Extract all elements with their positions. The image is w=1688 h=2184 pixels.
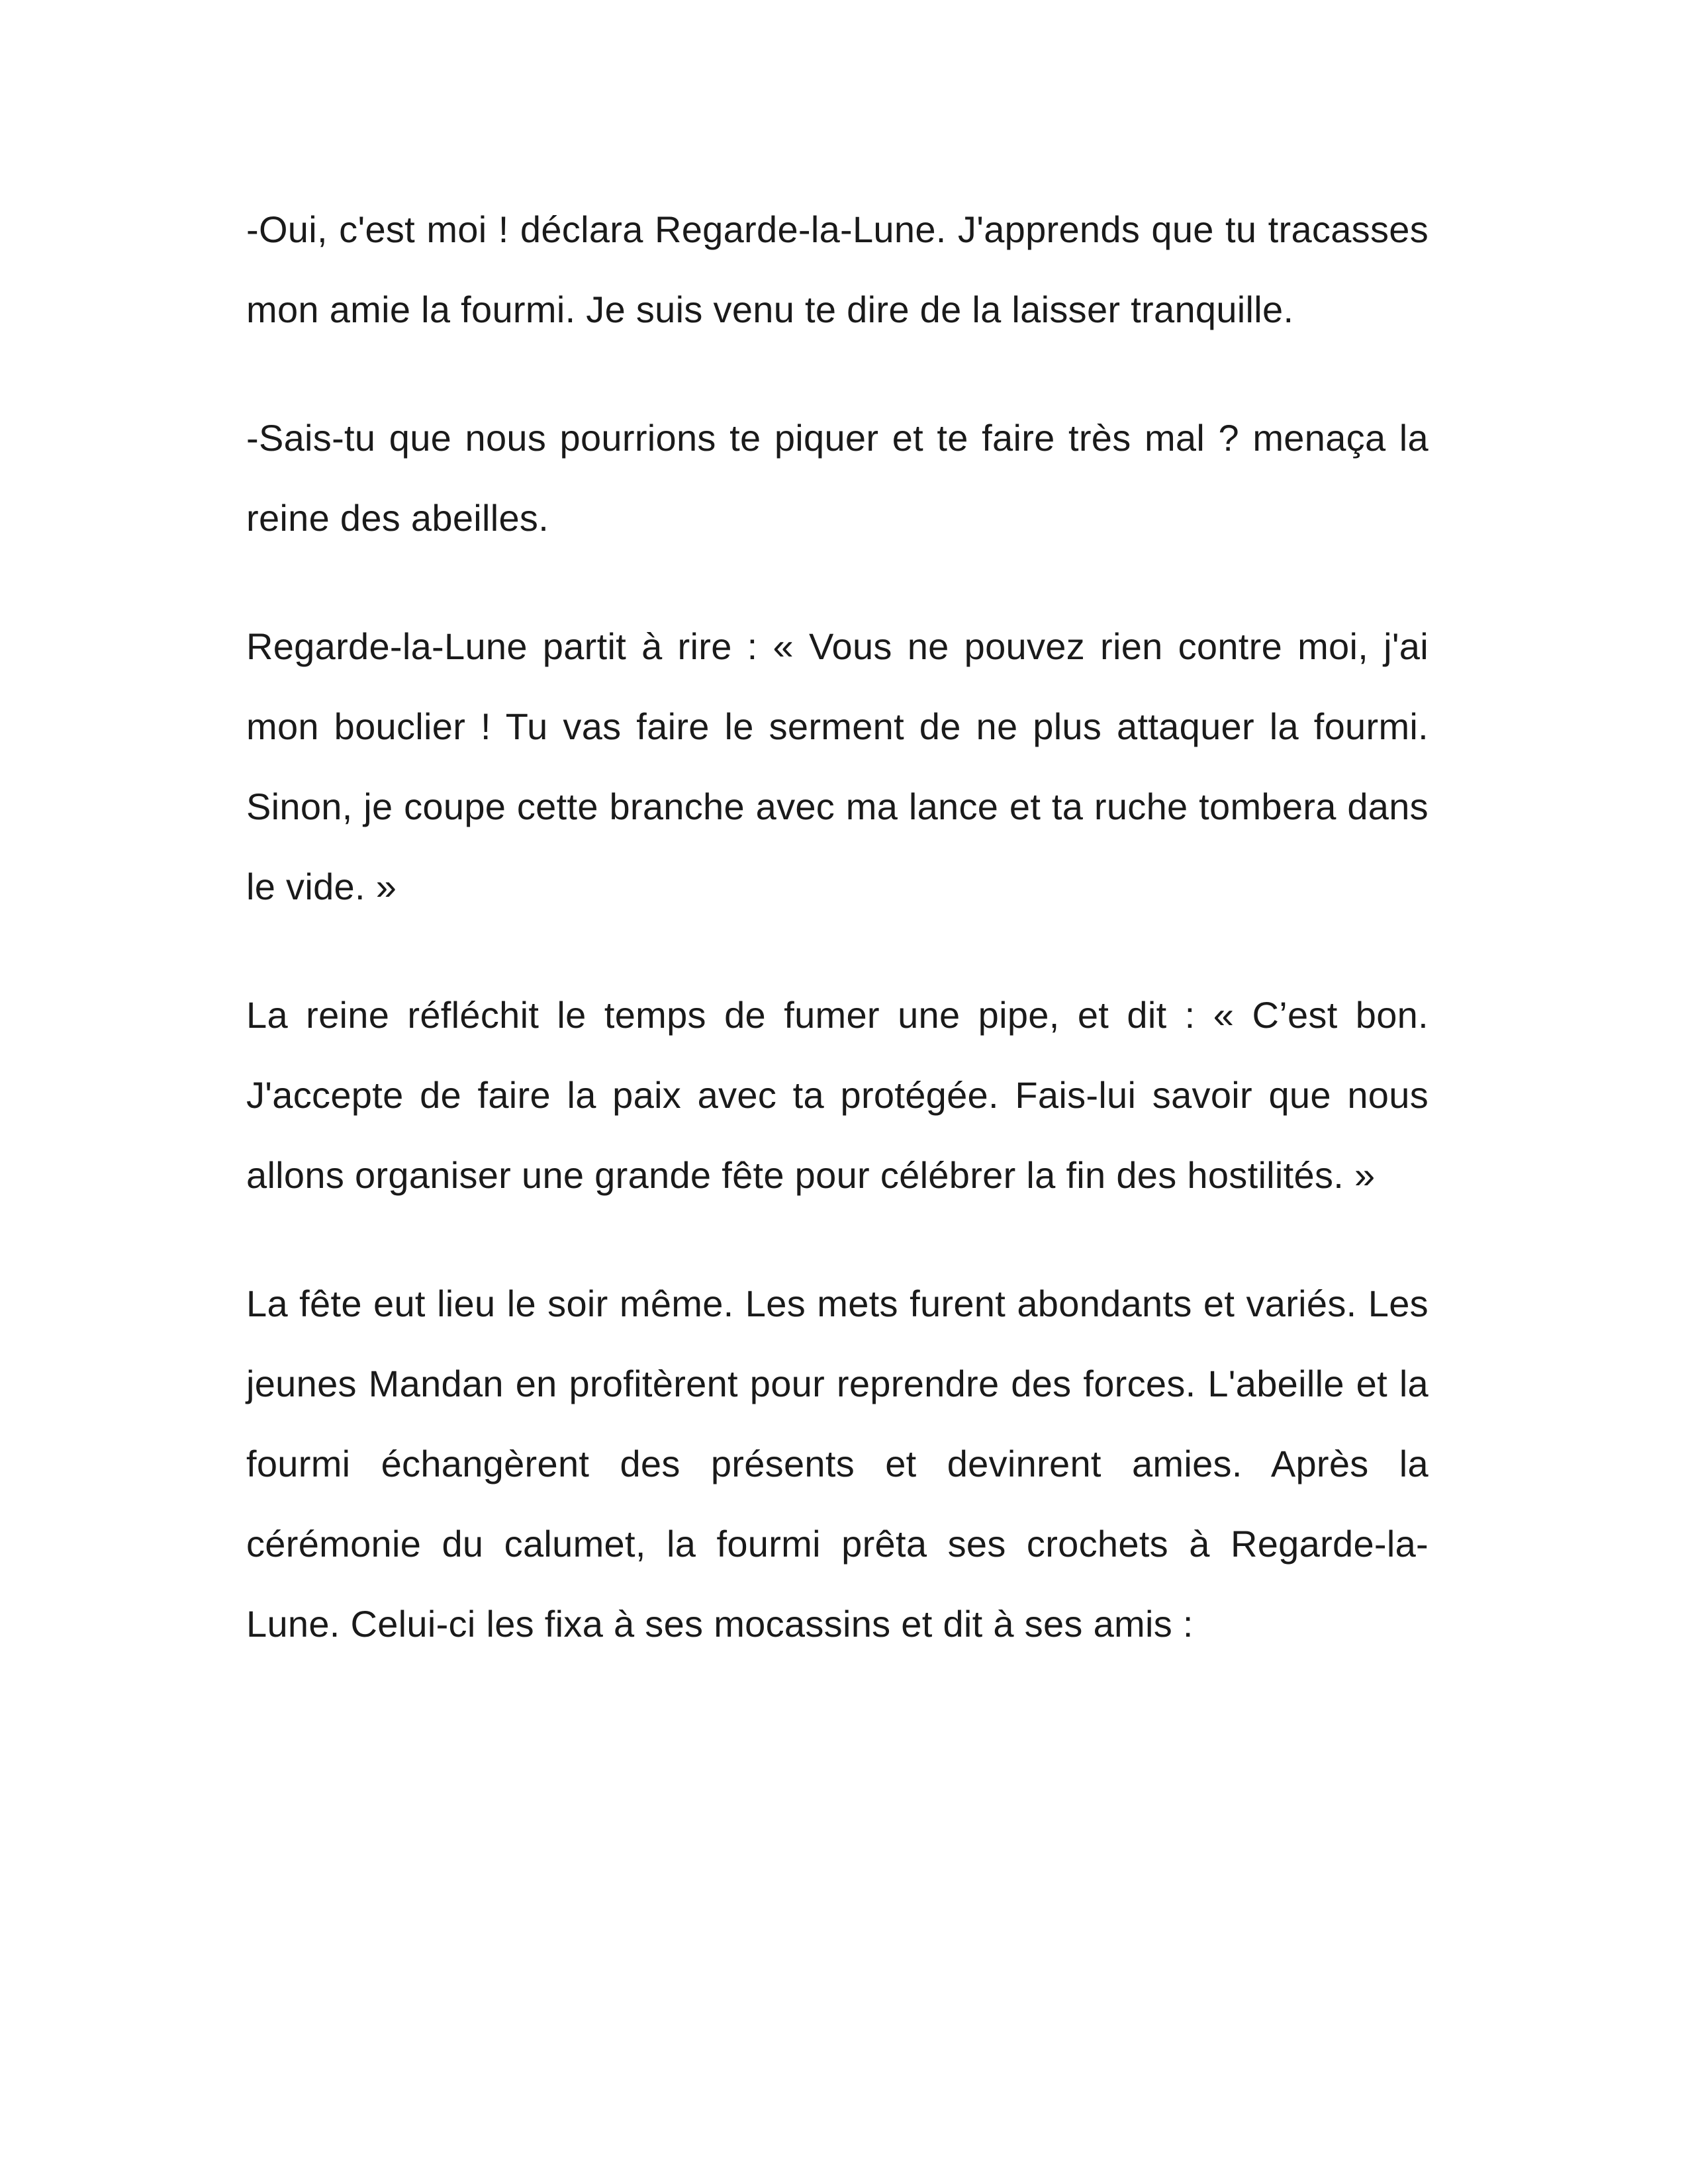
paragraph-3: Regarde-la-Lune partit à rire : « Vous ne pouvez rien contre moi, j'ai mon bouclier ! Tu vas faire le serment de ne plus attaquer la fourmi. Sinon, je coupe cette branche avec ma lance et ta ruche tombera dans le vide. » [246,625,1429,907]
paragraph-1: -Oui, c'est moi ! déclara Regarde-la-Lune. J'apprends que tu tracasses mon amie la fourmi. Je suis venu te dire de la laisser tranquille. [246,208,1429,330]
paragraph-5: La fête eut lieu le soir même. Les mets furent abondants et variés. Les jeunes Mandan en profitèrent pour reprendre des forces. L'abeille et la fourmi échangèrent des présents et devinrent amies. Après la cérémonie du calumet, la fourmi prêta ses crochets à Regarde-la- Lune. Celui-ci les fixa à ses mocassins et dit à ses amis : [246,1283,1429,1645]
paragraph-2: -Sais-tu que nous pourrions te piquer et te faire très mal ? menaça la reine des abeilles. [246,417,1429,539]
body-text [246,189,1429,1712]
paragraph-4: La reine réfléchit le temps de fumer une pipe, et dit : « C’est bon. J'accepte de faire la paix avec ta protégée. Fais-lui savoir que nous allons organiser une grande fête pour célébrer la fin des hostilités. » [246,994,1429,1196]
